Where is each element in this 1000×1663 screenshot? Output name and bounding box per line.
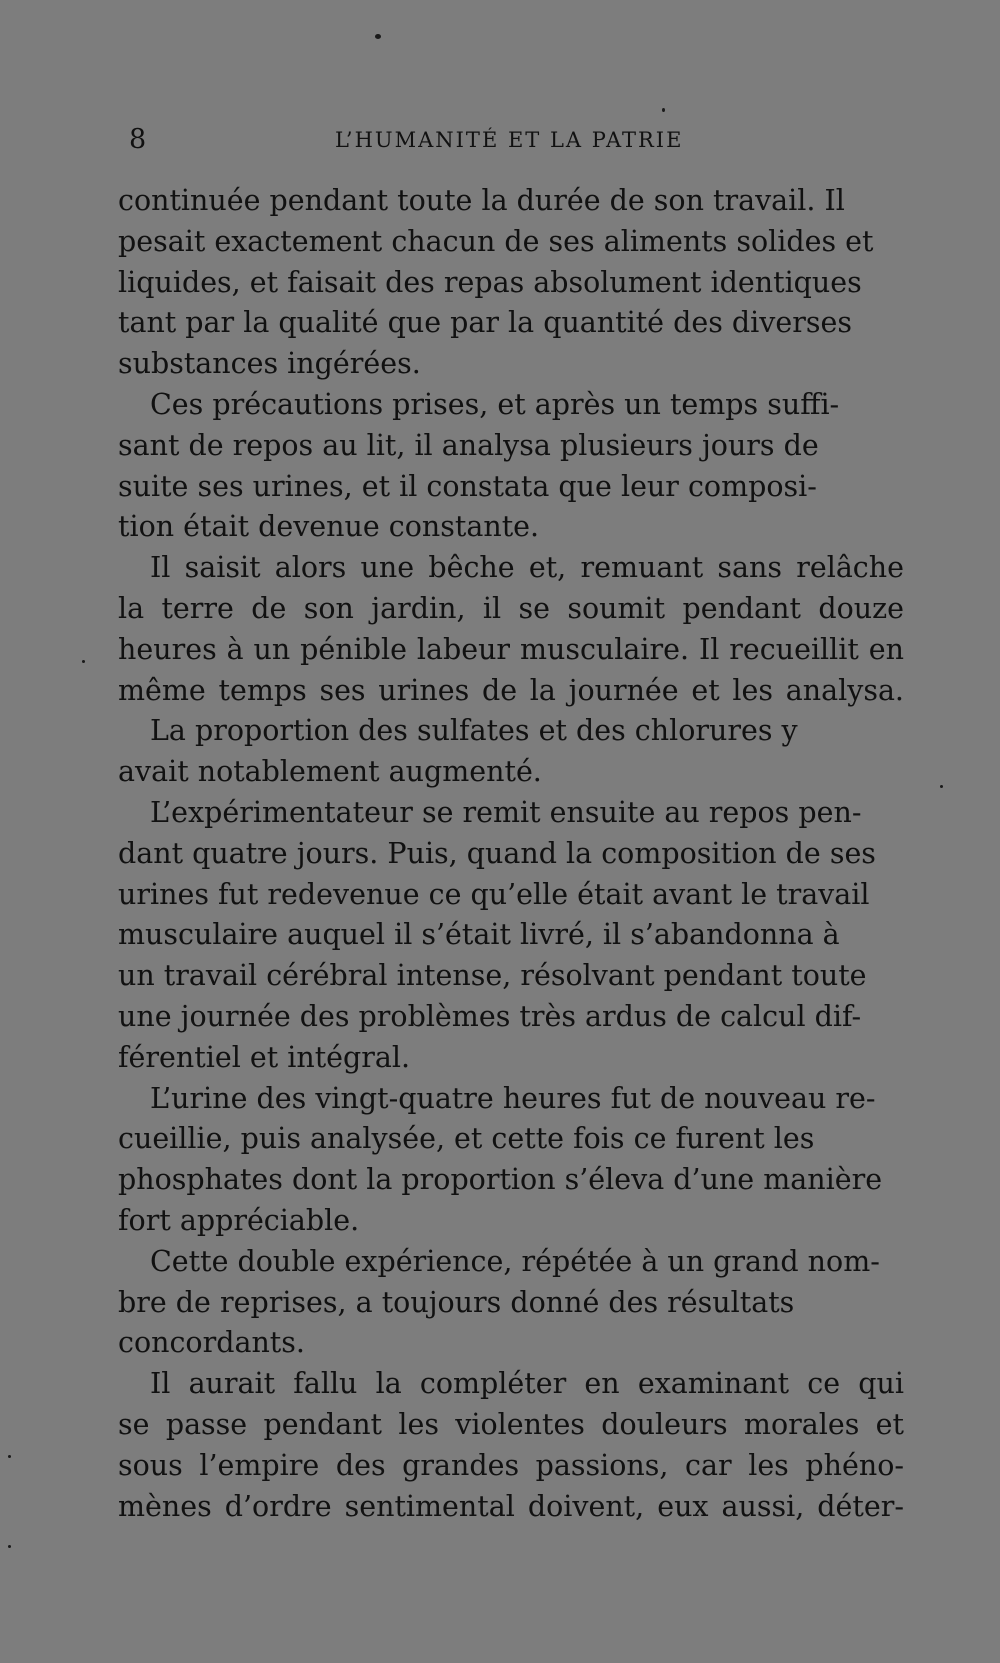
paragraph: L’expérimentateur se remit ensuite au repos pen- dant quatre jours. Puis, quand la composition de ses urines fut redevenue ce qu’elle était avant le travail musculaire auquel il s’était livré, il s’abandonna à un travail cérébral intense, résolvant pendant toute une journée des problèmes très ardus de calcul dif- férentiel et intégral. xyxy=(118,795,876,1074)
paragraph: continuée pendant toute la durée de son travail. Il pesait exactement chacun de ses aliments solides et liquides, et faisait des repas absolument identiques tant par la qualité que par la quantité des diverses substances ingérées. xyxy=(118,184,874,381)
scan-speck xyxy=(82,660,85,663)
scan-speck xyxy=(8,1545,11,1548)
running-title: L’HUMANITÉ ET LA PATRIE xyxy=(335,128,684,152)
scan-speck xyxy=(8,1455,11,1458)
paragraph: L’urine des vingt-quatre heures fut de nouveau re- cueillie, puis analysée, et cette fois ce furent les phosphates dont la proportion s’éleva d’une manière fort appréciable. xyxy=(118,1081,883,1237)
paragraph: Ces précautions prises, et après un temps suffi- sant de repos au lit, il analysa plusieurs jours de suite ses urines, et il constata que leur composi- tion était devenue constante. xyxy=(118,387,840,544)
paragraph: Il aurait fallu la compléter en examinant ce qui se passe pendant les violentes douleurs morales et sous l’empire des grandes passions, car les phéno- mènes d’ordre sentimental doivent, eux aussi, déter- xyxy=(118,1367,904,1523)
scan-speck xyxy=(662,108,665,112)
paragraph: Cette double expérience, répétée à un grand nom- bre de reprises, a toujours donné des résultats concordants. xyxy=(118,1244,880,1360)
body-text xyxy=(118,181,904,1527)
page-number: 8 xyxy=(129,124,147,155)
paragraph: Il saisit alors une bêche et, remuant sans relâche la terre de son jardin, il se soumit pendant douze heures à un pénible labeur musculaire. Il recueillit en même temps ses urines de la journée et les analysa. xyxy=(118,551,904,707)
scan-speck xyxy=(375,34,381,39)
page-header xyxy=(125,124,905,164)
scan-speck xyxy=(940,785,943,788)
paragraph: La proportion des sulfates et des chlorures y avait notablement augmenté. xyxy=(118,714,798,789)
